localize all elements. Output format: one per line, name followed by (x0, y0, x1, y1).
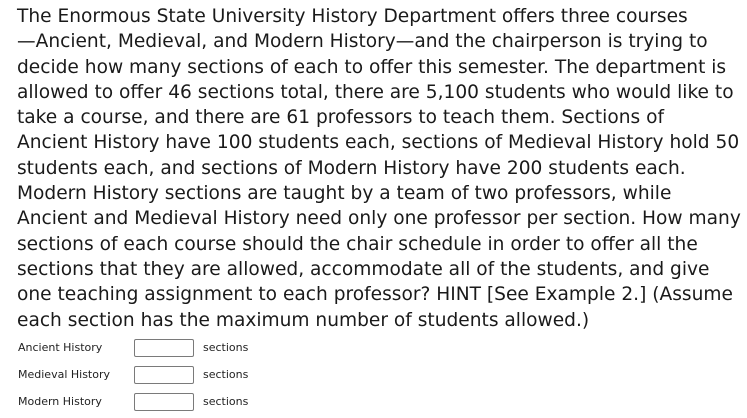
ancient-history-input[interactable] (134, 339, 194, 357)
problem-line: The Enormous State University History Department offers three courses (17, 6, 688, 27)
modern-history-label: Modern History (18, 395, 102, 408)
problem-line: Ancient and Medieval History need only one professor per section. How many (17, 208, 741, 230)
modern-history-input[interactable] (134, 393, 194, 411)
medieval-history-label: Medieval History (18, 368, 111, 381)
problem-line: Modern History sections are taught by a team of two professors, while (17, 183, 672, 205)
problem-line: students each, and sections of Modern History have 200 students each. (17, 157, 686, 179)
medieval-history-unit: sections (203, 368, 249, 381)
problem-line: sections of each course should the chair schedule in order to offer all the (17, 233, 698, 255)
answer-row-ancient (18, 337, 418, 364)
problem-line: sections that they are allowed, accommodate all of the students, and give (17, 258, 710, 280)
modern-history-unit: sections (203, 395, 249, 408)
answer-row-modern (18, 391, 418, 418)
ancient-history-unit: sections (203, 341, 249, 354)
problem-line: allowed to offer 46 sections total, there are 5,100 students who would like to (17, 81, 734, 103)
medieval-history-input[interactable] (134, 366, 194, 384)
answer-form (18, 337, 418, 418)
problem-line: decide how many sections of each to offer this semester. The department is (17, 56, 727, 78)
answer-row-medieval (18, 364, 418, 391)
problem-text (17, 4, 747, 333)
problem-line: one teaching assignment to each professor? HINT [See Example 2.] (Assume (17, 284, 733, 306)
problem-line: —Ancient, Medieval, and Modern History—and the chairperson is trying to (17, 31, 708, 53)
problem-line: take a course, and there are 61 professors to teach them. Sections of (17, 107, 665, 129)
problem-line: each section has the maximum number of students allowed.) (17, 309, 590, 331)
ancient-history-label: Ancient History (18, 341, 103, 354)
problem-line: Ancient History have 100 students each, sections of Medieval History hold 50 (17, 132, 740, 154)
